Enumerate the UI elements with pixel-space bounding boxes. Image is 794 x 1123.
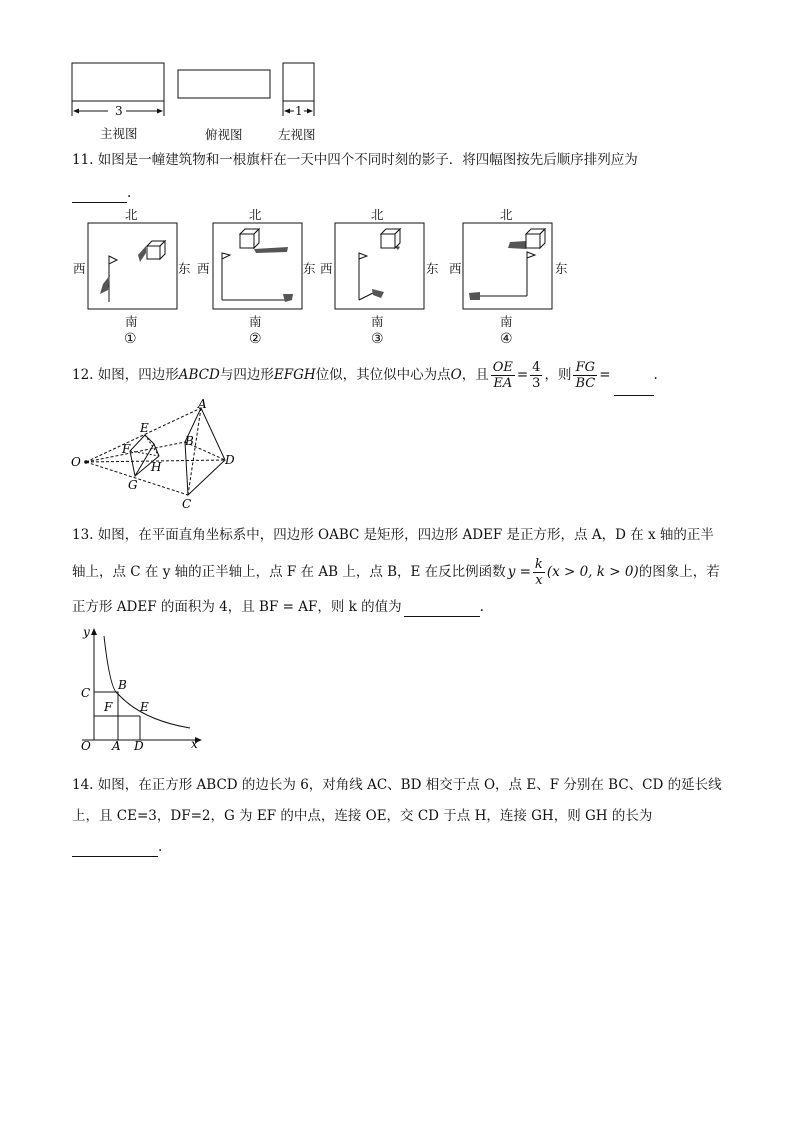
q14-line3 (72, 838, 162, 857)
label-c: C (81, 686, 91, 700)
panel-2-number: ② (249, 331, 262, 347)
q12-mid3: ，且 (461, 367, 489, 383)
label-x: x (191, 737, 198, 751)
front-dim-arrow-right (157, 109, 163, 114)
front-view-rect (72, 63, 164, 101)
panel-2-east: 东 (303, 261, 316, 276)
label-y: y (83, 625, 90, 639)
diag-fh (130, 451, 159, 456)
left-view-label: 左视图 (278, 127, 316, 142)
q13-line2 (72, 552, 720, 592)
panel-1-east: 东 (178, 261, 191, 276)
panel-4-west: 西 (449, 261, 462, 276)
label-f: F (104, 700, 113, 714)
panel-4-south: 南 (500, 314, 513, 329)
panel-1-frame (88, 223, 177, 309)
label-a: A (112, 739, 121, 753)
q12-frac-oe-ea (491, 360, 515, 391)
q14-line1: 14. 如图，在正方形 ABCD 的边长为 6，对角线 AC、BD 相交于点 O，点 E、F 分别在 BC、CD 的延长线 (72, 777, 722, 793)
q13-answer-blank[interactable] (404, 598, 480, 617)
q12-abcd: ABCD (178, 367, 220, 383)
q13-line3 (72, 598, 484, 617)
label-h: H (151, 460, 162, 474)
label-o: O (81, 739, 91, 753)
q11-answer-blank[interactable] (72, 184, 127, 203)
q12-mid1: 与四边形 (219, 367, 274, 383)
left-dim-arrow-left (284, 109, 290, 114)
q12-frac2-num: 4 (532, 359, 541, 375)
panel-1-north: 北 (125, 207, 138, 222)
q12-prefix: 12. 如图，四边形 (72, 367, 179, 383)
panel-3-building (381, 234, 395, 248)
q11-text: 11. 如图是一幢建筑物和一根旗杆在一天中四个不同时刻的影子．将四幅图按先后顺序排列应为 (72, 152, 638, 168)
q13-line3-text: 正方形 ADEF 的面积为 4，且 BF = AF，则 k 的值为 (72, 599, 402, 615)
y-axis-arrow (91, 628, 97, 635)
panel-1 (88, 223, 177, 309)
panel-4-east: 东 (555, 261, 568, 276)
q12-eq2: = (599, 367, 611, 383)
panel-1-south: 南 (125, 314, 138, 329)
q13-coordinate-figure (70, 622, 210, 757)
panel-2-building (240, 234, 254, 248)
panel-3-north: 北 (371, 207, 384, 222)
panel-1-number: ① (124, 331, 137, 347)
label-d: D (225, 453, 235, 467)
panel-1-flag (109, 256, 117, 264)
panel-4-flag (527, 252, 535, 258)
label-f: F (122, 442, 131, 456)
panel-1-building-shadow (138, 246, 146, 262)
hyperbola-curve (104, 636, 190, 728)
panel-2-north: 北 (249, 207, 262, 222)
panel-2-west: 西 (197, 261, 210, 276)
q12-homothety-figure (68, 396, 248, 514)
q13-line2a: 轴上，点 C 在 y 轴的正半轴上，点 F 在 AB 上，点 B，E 在反比例函数 (72, 564, 506, 580)
q13-func-frac (533, 557, 545, 588)
panel-3-south: 南 (371, 314, 384, 329)
panel-3-flag (359, 253, 367, 259)
left-dim-arrow-right (307, 109, 313, 114)
q14-period: . (158, 839, 163, 855)
label-o: O (71, 455, 81, 469)
panel-3-east: 东 (426, 261, 439, 276)
q12-frac-fg-bc (573, 360, 597, 391)
q13-line2b: 的图象上，若 (638, 564, 720, 580)
q12-eq1: = (516, 367, 529, 383)
panel-2-south: 南 (249, 314, 262, 329)
panel-4-flag-shadow (469, 292, 480, 300)
q13-func-y: y = (507, 564, 531, 580)
point-o (84, 460, 88, 464)
q13-func-cond: (x > 0, k > 0) (546, 564, 639, 580)
label-c: C (182, 497, 192, 511)
label-a: A (198, 397, 207, 411)
q12-frac3-num: FG (573, 360, 597, 376)
q12-frac1-num: OE (492, 359, 513, 375)
panel-3 (335, 223, 424, 309)
panel-3-shadow-line (359, 293, 373, 300)
panel-4-north: 北 (500, 207, 513, 222)
q14-line2: 上，且 CE=3，DF=2，G 为 EF 的中点，连接 OE，交 CD 于点 H，连接 GH，则 GH 的长为 (72, 808, 653, 824)
q13-func-num: k (534, 556, 543, 572)
q11-period: . (127, 185, 132, 201)
panel-3-west: 西 (320, 261, 333, 276)
label-e: E (140, 700, 149, 714)
q12-frac1-den: EA (493, 375, 513, 391)
q12-period: . (653, 367, 658, 383)
panel-1-west: 西 (73, 261, 86, 276)
q12-frac2-den: 3 (532, 375, 541, 391)
front-view-label: 主视图 (100, 126, 138, 141)
diag-eh (145, 435, 159, 456)
panel-2-building-shadow (254, 247, 288, 253)
panel-3-flag-shadow (372, 289, 384, 298)
panel-4 (463, 223, 552, 309)
front-dim-label: 3 (115, 104, 123, 118)
q13-func-den: x (535, 572, 543, 588)
left-view-rect (283, 63, 314, 101)
top-view-rect (178, 70, 270, 98)
q13-line1: 13. 如图，在平面直角坐标系中，四边形 OABC 是矩形，四边形 ADEF 是正方形，点 A，D 在 x 轴的正半 (72, 527, 714, 543)
top-view-label: 俯视图 (205, 127, 243, 142)
panel-4-number: ④ (500, 331, 513, 347)
label-b: B (118, 678, 127, 692)
q12-mid4: ，则 (544, 367, 572, 383)
panel-4-building (526, 234, 540, 248)
q11-answer-line (72, 184, 131, 203)
left-dim-label: 1 (295, 104, 303, 118)
panel-2-flag (222, 253, 230, 259)
q12-efgh: EFGH (273, 367, 316, 383)
q12-frac3-den: BC (575, 375, 596, 391)
q12-frac-4-3 (530, 360, 542, 391)
q14-answer-blank[interactable] (72, 838, 158, 857)
q12-answer-blank[interactable] (614, 355, 654, 396)
panel-2-flag-shadow (283, 294, 293, 302)
label-b: B (185, 434, 194, 448)
q12-mid2: 位似，其位似中心为点 (315, 367, 451, 383)
front-dim-arrow-left (73, 109, 79, 114)
panel-3-number: ③ (371, 331, 384, 347)
q12-text (72, 355, 658, 395)
label-e: E (140, 421, 149, 435)
q13-period: . (479, 599, 484, 615)
label-d: D (134, 739, 144, 753)
q12-o: O (450, 367, 462, 383)
label-g: G (128, 478, 138, 492)
panel-2 (213, 223, 302, 309)
panel-1-building (147, 246, 160, 259)
panel-4-building-shadow (508, 241, 526, 249)
ray-oa (86, 408, 201, 462)
